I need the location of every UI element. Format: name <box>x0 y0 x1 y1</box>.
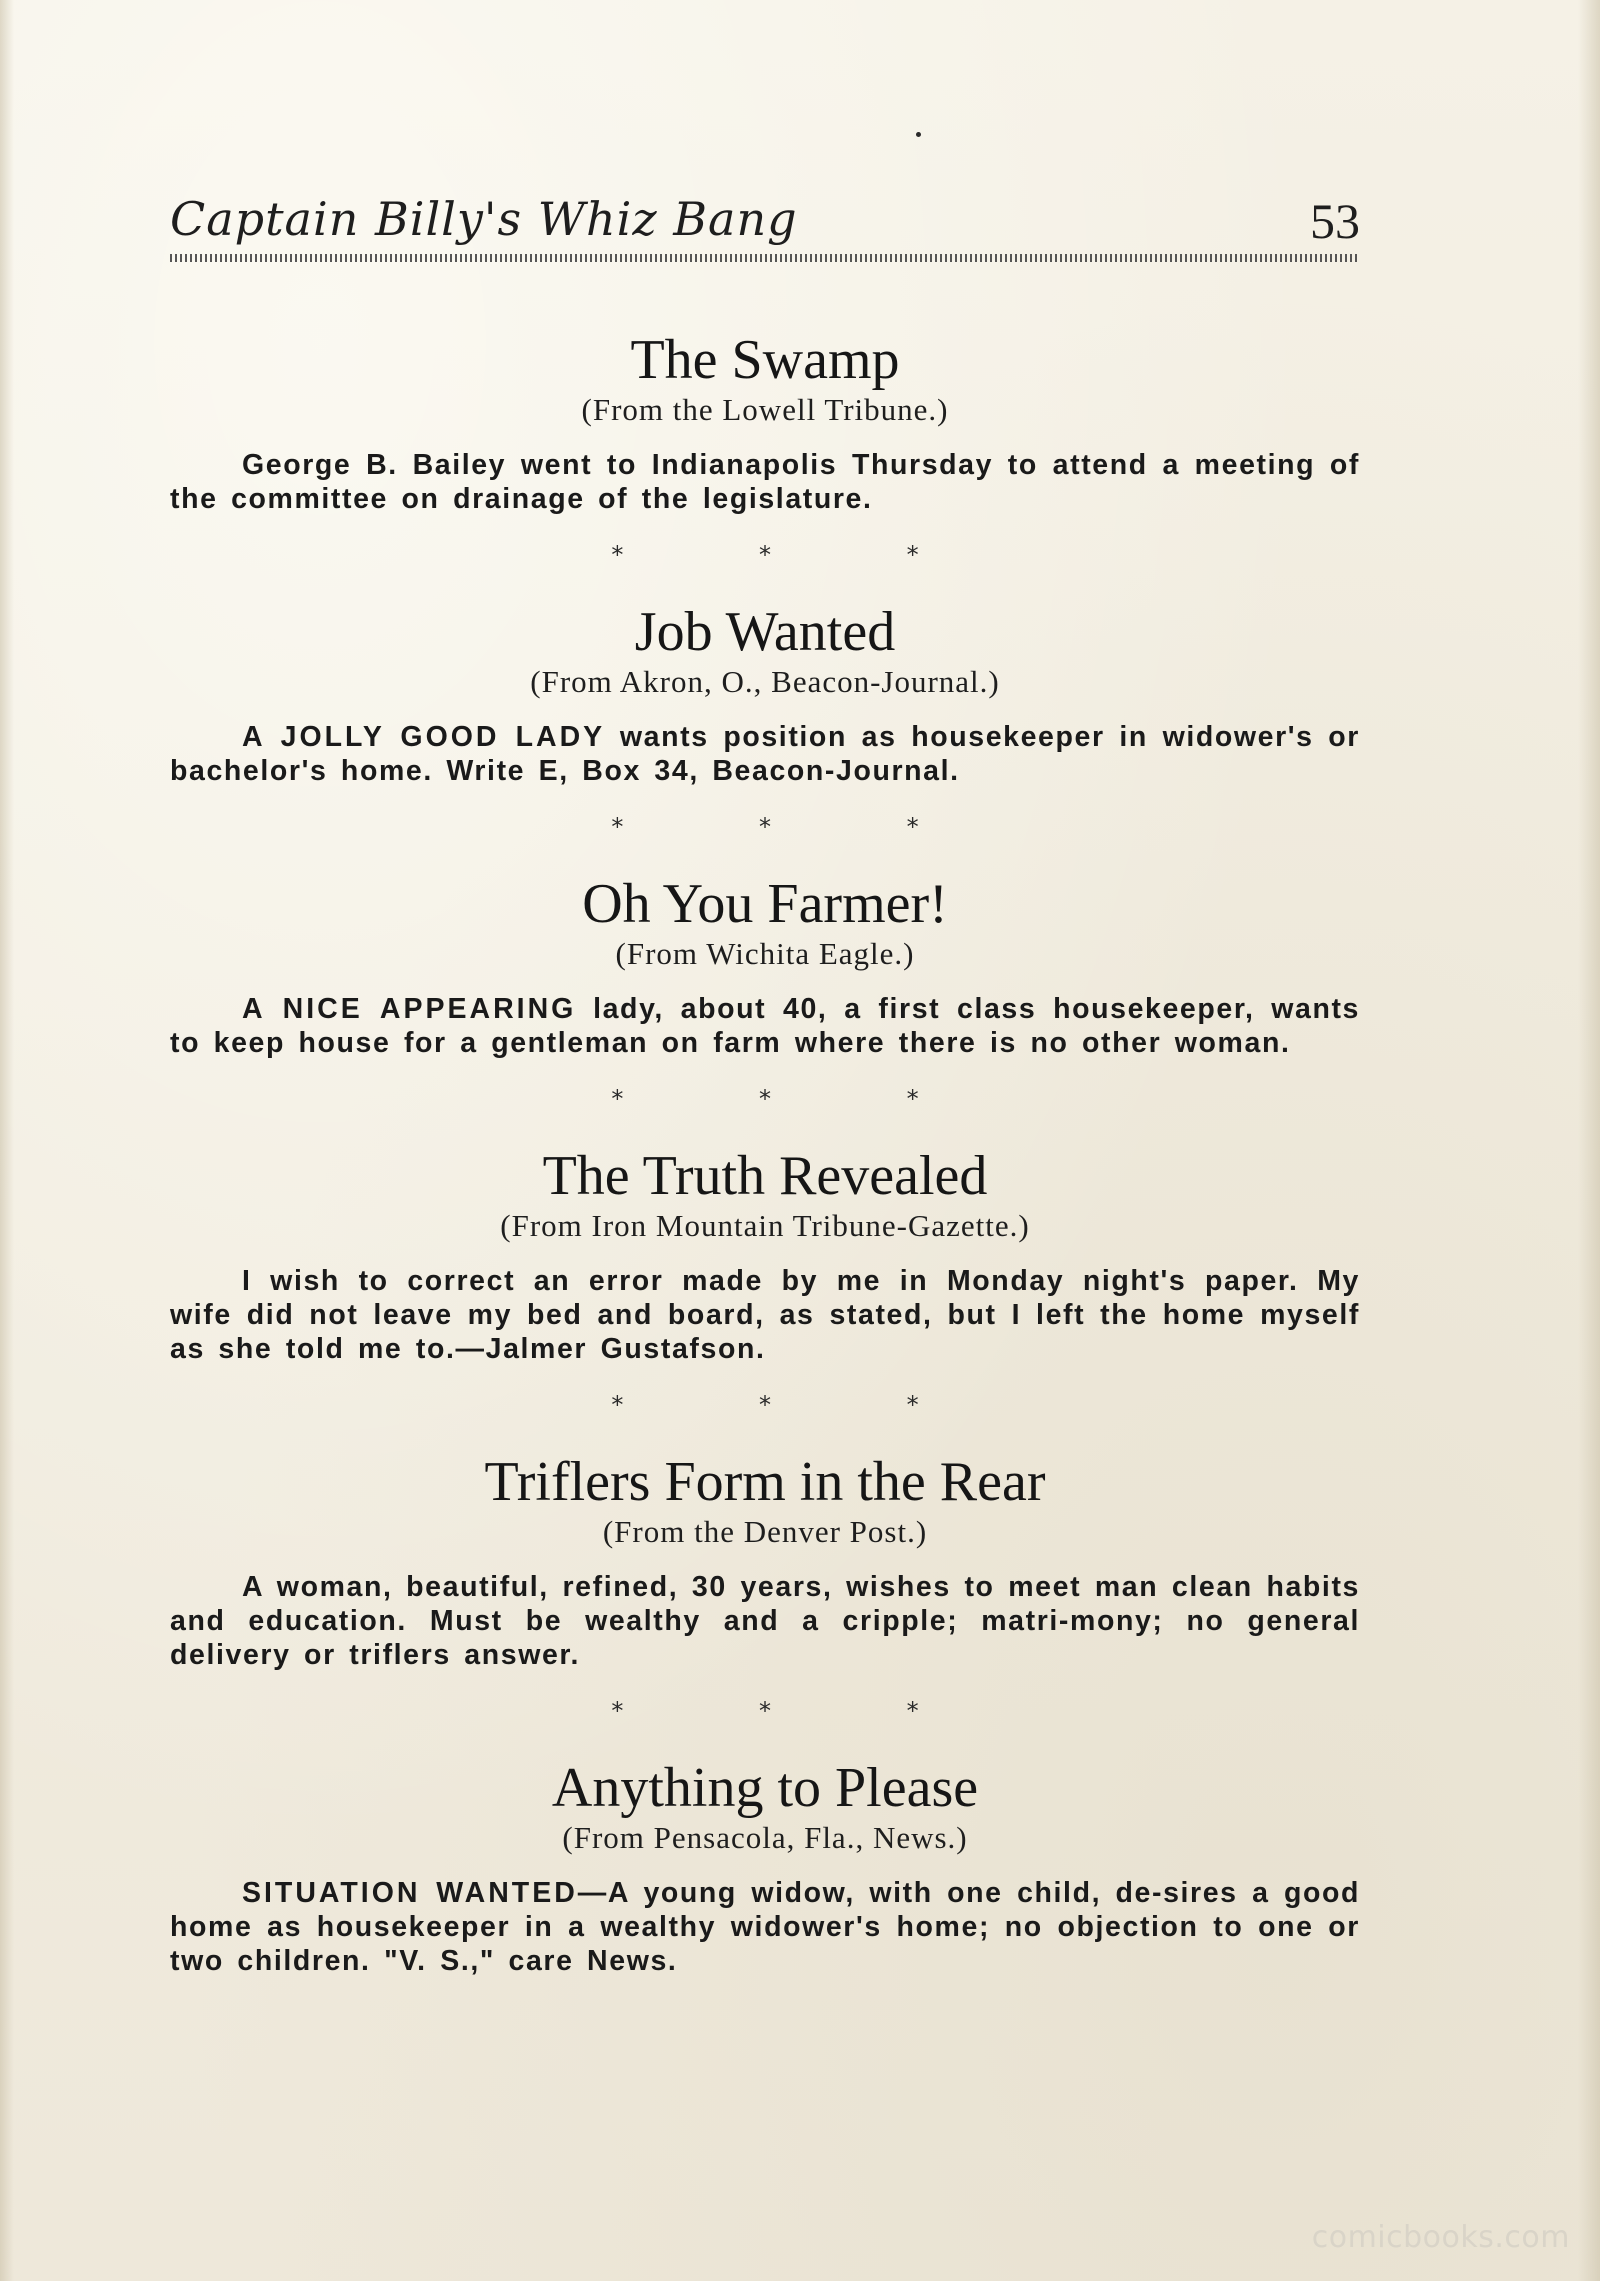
article-source: (From Wichita Eagle.) <box>615 936 915 971</box>
article-lead: A JOLLY GOOD LADY <box>242 721 606 753</box>
article-text: —A young widow, with one child, de-sires a good home as housekeeper in a wealthy widower's home; no objection to one or two children. "V. S.," care News. <box>170 1877 1360 1977</box>
article-column <box>170 328 1360 1978</box>
article-body <box>170 1570 1360 1672</box>
running-title: Captain Billy's Whiz Bang <box>170 192 798 246</box>
section-separator: * * * <box>611 813 983 841</box>
article-anything-to-please <box>170 1756 1360 1978</box>
article-body <box>170 1876 1360 1978</box>
section-separator: * * * <box>611 541 983 569</box>
article-text: George B. Bailey went to Indianapolis Thursday to attend a meeting of the committee on drainage of the legislature. <box>170 449 1360 515</box>
article-text: lady, about 40, a first class housekeeper, wants to keep house for a gentleman on farm where there is no other woman. <box>170 993 1360 1059</box>
article-oh-you-farmer <box>170 872 1360 1060</box>
article-title: The Swamp <box>630 329 900 391</box>
running-header <box>170 192 1360 272</box>
section-separator: * * * <box>611 1085 983 1113</box>
article-title: Triflers Form in the Rear <box>484 1451 1046 1513</box>
article-lead: SITUATION WANTED <box>242 1877 578 1909</box>
article-body <box>170 720 1360 788</box>
article-text: A woman, beautiful, refined, 30 years, wishes to meet man clean habits and education. Must be wealthy and a cripple; matri-mony; no general delivery or triflers answer. <box>170 1571 1360 1671</box>
article-body <box>170 992 1360 1060</box>
page-number: 53 <box>1310 193 1360 249</box>
article-source: (From Akron, O., Beacon-Journal.) <box>530 664 1000 699</box>
article-lead: A NICE APPEARING <box>242 993 577 1025</box>
page-edge-right <box>1578 0 1600 2281</box>
article-triflers-form-in-the-rear <box>170 1450 1360 1672</box>
section-separator: * * * <box>611 1391 983 1419</box>
article-source: (From the Lowell Tribune.) <box>581 392 949 427</box>
article-the-truth-revealed <box>170 1144 1360 1366</box>
article-title: Anything to Please <box>551 1757 979 1819</box>
article-job-wanted <box>170 600 1360 788</box>
article-body <box>170 448 1360 516</box>
article-title: The Truth Revealed <box>542 1145 988 1207</box>
watermark: comicbooks.com <box>1311 2220 1570 2255</box>
article-the-swamp <box>170 328 1360 516</box>
article-title: Oh You Farmer! <box>582 873 948 935</box>
article-body <box>170 1264 1360 1366</box>
section-separator: * * * <box>611 1697 983 1725</box>
article-source: (From Iron Mountain Tribune-Gazette.) <box>500 1208 1030 1243</box>
article-source: (From Pensacola, Fla., News.) <box>562 1820 968 1855</box>
article-source: (From the Denver Post.) <box>602 1514 928 1549</box>
page-edge-left <box>0 0 14 2281</box>
ink-speck <box>916 132 921 137</box>
article-title: Job Wanted <box>634 601 896 663</box>
header-rule <box>170 254 1360 262</box>
article-text: I wish to correct an error made by me in Monday night's paper. My wife did not leave my bed and board, as stated, but I left the home myself as she told me to.—Jalmer Gustafson. <box>170 1265 1360 1365</box>
article-text: wants position as housekeeper in widower's or bachelor's home. Write E, Box 34, Beacon-Journal. <box>170 721 1360 787</box>
